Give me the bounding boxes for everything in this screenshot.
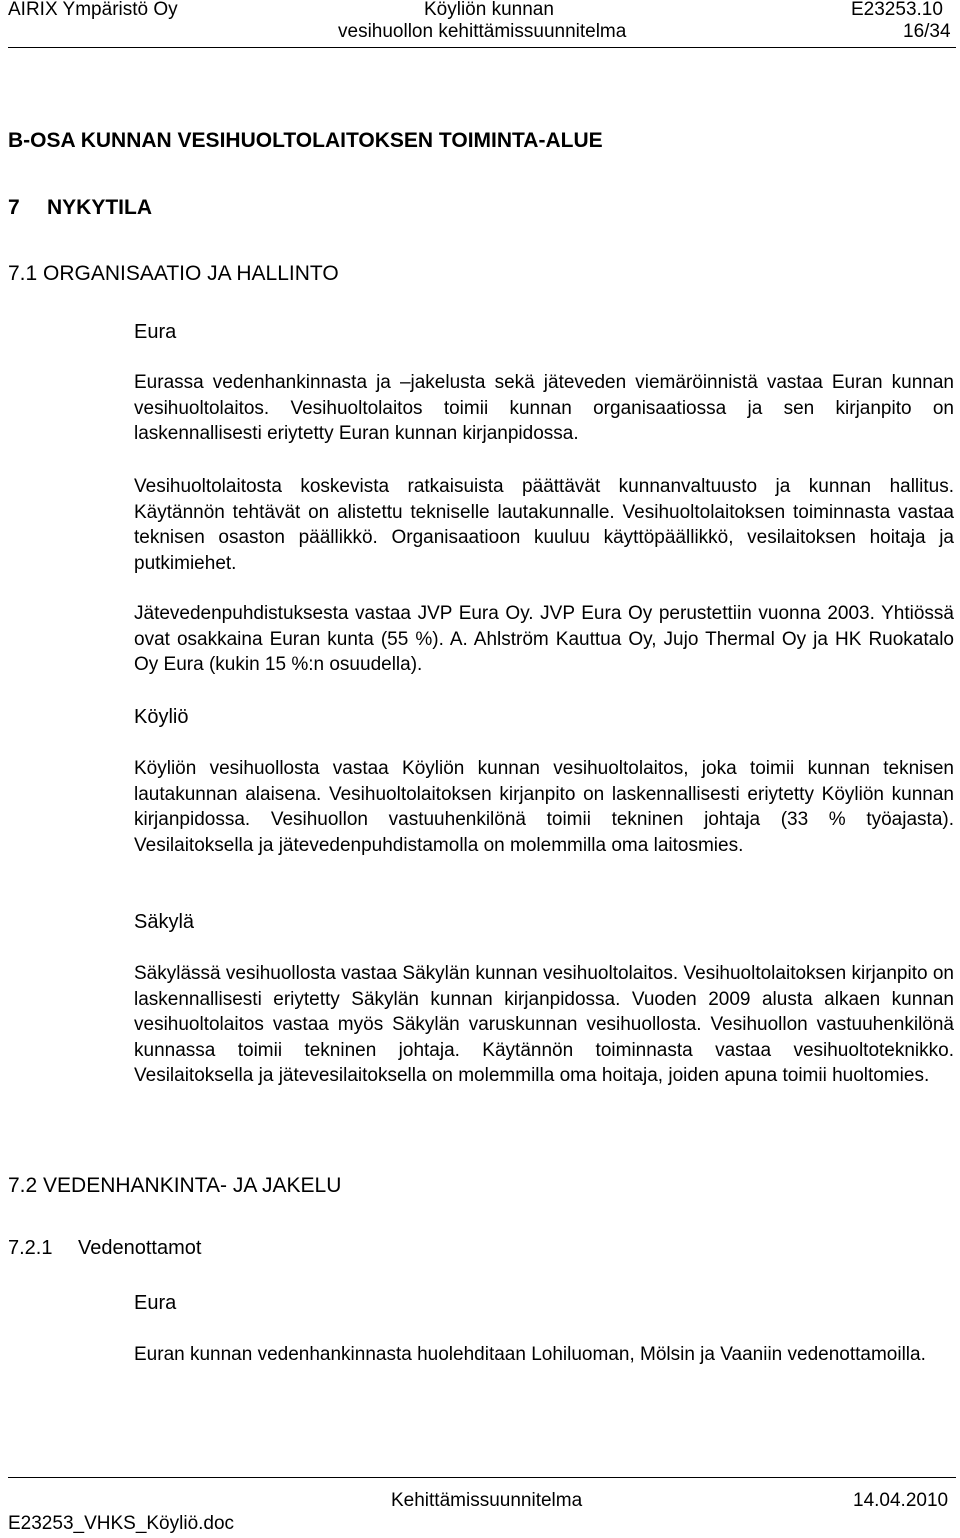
section-7-title: NYKYTILA — [47, 196, 152, 219]
footer-filename: E23253_VHKS_Köyliö.doc — [8, 1513, 235, 1534]
header-project-code: E23253.10 — [851, 0, 943, 20]
header-municipality: Köyliön kunnan — [424, 0, 554, 20]
header-page-number: 16/34 — [903, 21, 951, 42]
sakyla-subheading: Säkylä — [134, 911, 195, 933]
section-7-2-heading: 7.2 VEDENHANKINTA- JA JAKELU — [8, 1174, 342, 1197]
footer-date: 14.04.2010 — [853, 1490, 949, 1511]
header-company: AIRIX Ympäristö Oy — [8, 0, 178, 20]
sakyla-paragraph-1: Säkylässä vesihuollosta vastaa Säkylän kunnan vesihuoltolaitos. Vesihuoltolaitoksen kirjanpito on laskennallisesti eriytetty Säkylän kunnan kirjanpidossa. Vuoden 2009 alusta alkaen kunnan vesihuoltolaitos vastaa myös Säkylän varuskunnan vesihuollosta. Vesihuollon vastuuhenkilönä kunnassa toimii tekninen johtaja. Käytännön toiminnasta vastaa vesihuoltoteknikko. Vesilaitoksella ja jätevesilaitoksella on molemmilla oma hoitaja, joiden apuna toimii huoltomies. — [134, 963, 954, 1086]
eura-paragraph-3: Jätevedenpuhdistuksesta vastaa JVP Eura Oy. JVP Eura Oy perustettiin vuonna 2003. Yhtiössä ovat osakkaina Euran kunta (55 %). A. Ahlström Kauttua Oy, Jujo Thermal Oy ja HK Ruokatalo Oy Eura (kukin 15 %:n osuudella). — [134, 603, 954, 675]
eura-paragraph-2: Vesihuoltolaitosta koskevista ratkaisuista päättävät kunnanvaltuusto ja kunnan hallitus. Käytännön tehtävät on alistettu tekniselle lautakunnalle. Vesihuoltolaitoksen toiminnasta vastaa teknisen osaston päällikkö. Organisaatioon kuuluu käyttöpäällikkö, vesilaitoksen hoitaja ja putkimiehet. — [134, 476, 954, 574]
footer-doc-type: Kehittämissuunnitelma — [391, 1490, 583, 1511]
header-doc-title: vesihuollon kehittämissuunnitelma — [338, 21, 627, 42]
header-rule — [8, 47, 956, 48]
section-7-1-heading: 7.1 ORGANISAATIO JA HALLINTO — [8, 262, 339, 285]
section-7-number: 7 — [8, 196, 20, 219]
koylio-paragraph-1: Köyliön vesihuollosta vastaa Köyliön kunnan vesihuoltolaitos, joka toimii kunnan teknisen lautakunnan alaisena. Vesihuoltolaitoksen kirjanpito on laskennallisesti eriytetty Köyliön kunnan kirjanpidossa. Vesihuollon vastuuhenkilönä toimii tekninen johtaja (33 % työajasta). Vesilaitoksella ja jätevedenpuhdistamolla on molemmilla oma laitosmies. — [134, 758, 954, 856]
vedenottamot-paragraph-1: Euran kunnan vedenhankinnasta huolehditaan Lohiluoman, Mölsin ja Vaaniin vedenottamoilla. — [134, 1344, 926, 1365]
eura-subheading: Eura — [134, 321, 177, 343]
section-7-2-1-number: 7.2.1 — [8, 1237, 53, 1259]
koylio-subheading: Köyliö — [134, 706, 189, 728]
vedenottamot-eura-subheading: Eura — [134, 1292, 177, 1314]
part-heading: B-OSA KUNNAN VESIHUOLTOLAITOKSEN TOIMINTA-ALUE — [8, 129, 603, 152]
footer-rule — [8, 1477, 956, 1478]
eura-paragraph-1: Eurassa vedenhankinnasta ja –jakelusta sekä jäteveden viemäröinnistä vastaa Euran kunnan vesihuoltolaitos. Vesihuoltolaitos toimii kunnan organisaatiossa ja sen kirjanpito on laskennallisesti eriytetty Euran kunnan kirjanpidossa. — [134, 372, 954, 444]
section-7-2-1-title: Vedenottamot — [78, 1237, 202, 1259]
